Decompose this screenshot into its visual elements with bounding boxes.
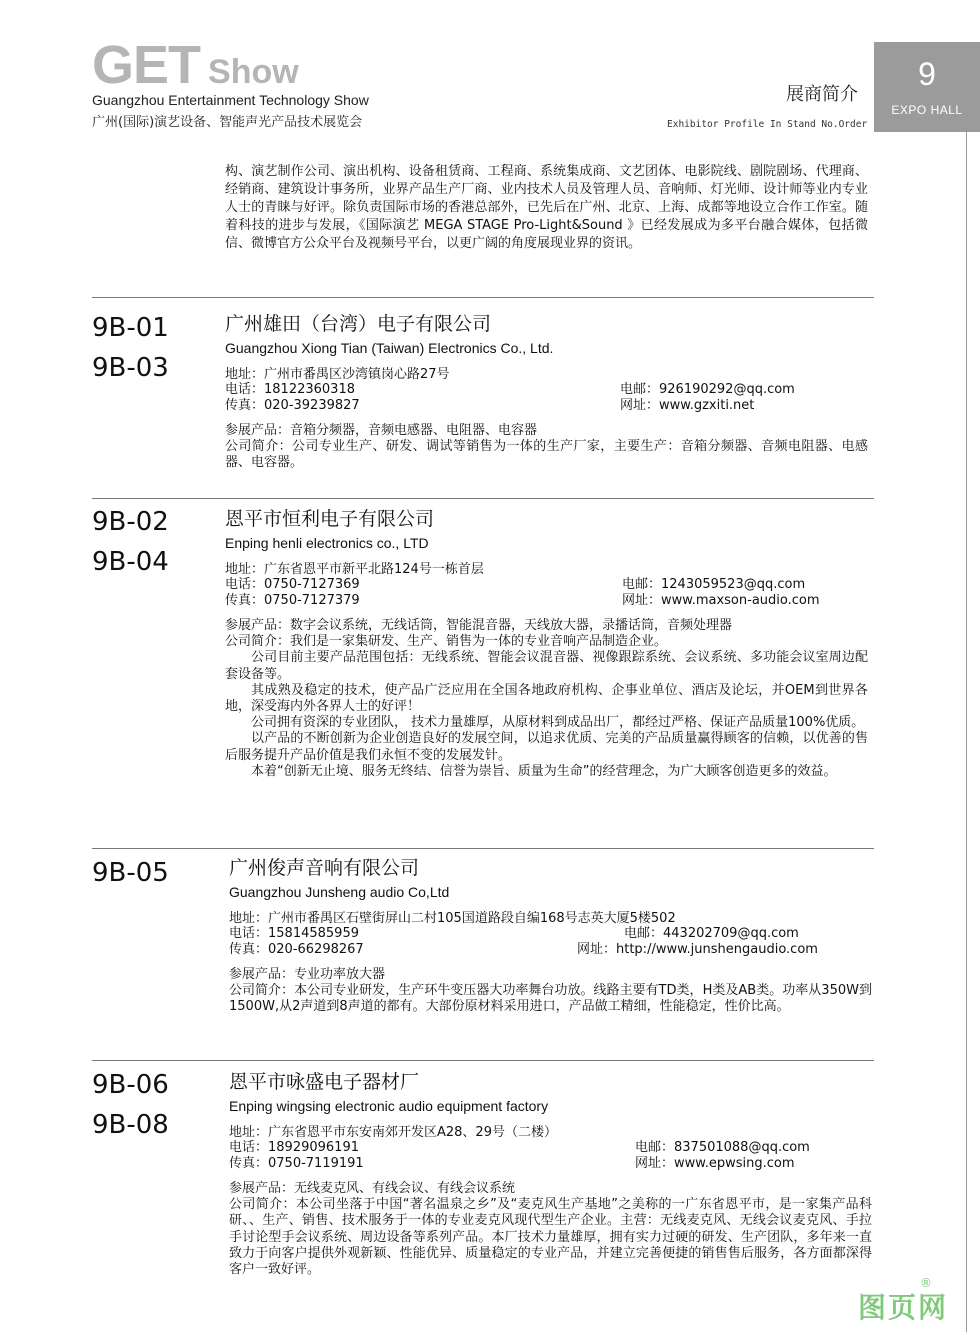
divider xyxy=(92,498,874,499)
email: 电邮：1243059523@qq.com xyxy=(622,577,806,592)
booth-numbers xyxy=(92,853,169,893)
booth-number: 9B-01 xyxy=(92,313,169,343)
booth-numbers xyxy=(92,1065,169,1145)
section-subtitle: Exhibitor Profile In Stand No.Order xyxy=(667,119,868,130)
booth-number: 9B-08 xyxy=(92,1110,169,1140)
email: 电邮：837501088@qq.com xyxy=(635,1140,810,1155)
address: 地址：广州市番禺区石壁街屏山二村105国道路段自编168号志英大厦5楼502 xyxy=(229,911,676,926)
intro-text: 构、演艺制作公司、演出机构、设备租赁商、工程商、系统集成商、文艺团体、电影院线、剧院剧场、代理商、经销商、建筑设计事务所，业界产品生产厂商、业内技术人员及管理人员、音响师、灯光师、设计师等业内专业人士的青睐与好评。除负责国际市场的香港总部外，已先后在广州、北京、上海、成都等地设立合作工作室。随着科技的进步与发展，《国际演艺 MEGA STAGE Pro-Light&Sound 》已经发展成为多平台融合媒体，包括微信、微博官方公众平台及视频号平台，以更广阔的角度展现业界的资讯。 xyxy=(225,164,868,251)
contact-block xyxy=(229,1125,872,1173)
phone: 电话：0750-7127369 xyxy=(225,577,360,592)
subtitle-cn: 广州(国际)演艺设备、智能声光产品技术展览会 xyxy=(92,115,363,130)
registered-mark: ® xyxy=(920,1276,932,1290)
divider xyxy=(92,1060,874,1061)
exhibit-products: 参展产品：无线麦克风、有线会议、有线会议系统 xyxy=(229,1181,516,1196)
email: 电邮：926190292@qq.com xyxy=(620,382,795,397)
divider xyxy=(92,297,874,298)
profile-text: 公司拥有资深的专业团队， 技术力量雄厚，从原材料到成品出厂，都经过严格、保证产品质量100%优质。 xyxy=(251,715,865,731)
booth-number: 9B-03 xyxy=(92,353,169,383)
company-description xyxy=(229,1181,872,1278)
company-name-en: Guangzhou Junsheng audio Co,Ltd xyxy=(229,884,450,900)
expo-logo xyxy=(92,35,299,95)
address: 地址：广州市番禺区沙湾镇岗心路27号 xyxy=(225,367,450,382)
company-name-cn: 恩平市咏盛电子器材厂 xyxy=(229,1071,420,1093)
phone: 电话：18929096191 xyxy=(229,1140,359,1155)
email: 电邮：443202709@qq.com xyxy=(624,926,799,941)
contact-block xyxy=(229,911,872,959)
profile-text: 以产品的不断创新为企业创造良好的发展空间，以追求优质、完美的产品质量赢得顾客的信赖，以优善的售后服务提升产品价值是我们永恒不变的发展发针。 xyxy=(225,731,868,763)
divider xyxy=(92,848,874,849)
company-description xyxy=(229,967,872,1016)
fax: 传真：0750-7119191 xyxy=(229,1156,364,1171)
profile-text: 公司简介：本公司专业研发，生产环牛变压器大功率舞台功放。线路主要有TD类，H类及AB类。功率从350W到1500W,从2声道到8声道的都有。大部份原材料采用进口，产品做工精细，性能稳定，性价比高。 xyxy=(229,983,872,1015)
booth-numbers xyxy=(92,502,169,582)
intro-paragraph xyxy=(225,163,868,253)
watermark-logo: 图页网 xyxy=(858,1291,949,1324)
contact-block xyxy=(225,562,868,610)
website: 网址：www.epwsing.com xyxy=(635,1156,795,1171)
booth-number: 9B-04 xyxy=(92,547,169,577)
phone: 电话：18122360318 xyxy=(225,382,355,397)
company-name-cn: 广州俊声音响有限公司 xyxy=(229,857,420,879)
phone: 电话：15814585959 xyxy=(229,926,359,941)
address: 地址：广东省恩平市东安南郊开发区A28、29号（二楼） xyxy=(229,1125,557,1140)
contact-block xyxy=(225,367,868,415)
address: 地址：广东省恩平市新平北路124号一栋首层 xyxy=(225,562,484,577)
company-name-en: Guangzhou Xiong Tian (Taiwan) Electronics Co., Ltd. xyxy=(225,340,554,356)
fax: 传真：0750-7127379 xyxy=(225,593,360,608)
profile-text: 公司目前主要产品范围包括：无线系统、智能会议混音器、视像跟踪系统、会议系统、多功能会议室周边配套设备等。 xyxy=(225,650,868,682)
fax: 传真：020-39239827 xyxy=(225,398,360,413)
right-margin-rule xyxy=(966,132,967,1332)
profile-text: 公司简介：公司专业生产、研发、调试等销售为一体的生产厂家，主要生产：音箱分频器、音频电阻器、电感器、电容器。 xyxy=(225,439,868,471)
website: 网址：www.gzxiti.net xyxy=(620,398,755,413)
company-name-cn: 广州雄田（台湾）电子有限公司 xyxy=(225,313,492,335)
profile-text: 公司简介：本公司坐落于中国“著名温泉之乡”及“麦克风生产基地”之美称的一广东省恩平市，是一家集产品科研、、生产、销售、技术服务于一体的专业麦克风现代型生产企业。主营：无线麦克风、无线会议麦克风、手拉手讨论型手会议系统、周边设备等系列产品。本厂技术力量雄厚，拥有实力过硬的研发、生产团队，多年来一直致力于向客户提供外观新颖、性能优异、质量稳定的专业产品，并建立完善便捷的销售售后服务，各方面都深得客户一致好评。 xyxy=(229,1197,872,1278)
exhibit-products: 参展产品：音箱分频器，音频电感器、电阻器、电容器 xyxy=(225,423,538,438)
page-number: 9 xyxy=(918,56,936,92)
exhibitor-entry xyxy=(229,1069,872,1278)
company-name-cn: 恩平市恒利电子有限公司 xyxy=(225,508,435,530)
subtitle-en: Guangzhou Entertainment Technology Show xyxy=(92,92,369,108)
fax: 传真：020-66298267 xyxy=(229,942,364,957)
exhibit-products: 参展产品：数字会议系统，无线话筒，智能混音器，天线放大器，录播话筒，音频处理器 xyxy=(225,618,733,633)
company-description xyxy=(225,423,868,472)
logo-get: GET xyxy=(92,35,201,95)
booth-numbers xyxy=(92,308,169,388)
company-name-en: Enping henli electronics co., LTD xyxy=(225,535,429,551)
company-description xyxy=(225,618,868,780)
company-name-en: Enping wingsing electronic audio equipment factory xyxy=(229,1098,549,1114)
section-title: 展商简介 xyxy=(786,84,858,105)
hall-label: EXPO HALL xyxy=(891,103,963,117)
booth-number: 9B-05 xyxy=(92,858,169,888)
booth-number: 9B-02 xyxy=(92,507,169,537)
exhibit-products: 参展产品：专业功率放大器 xyxy=(229,967,386,982)
website: 网址：www.maxson-audio.com xyxy=(622,593,820,608)
profile-text: 本着“创新无止境、服务无终结、信誉为崇旨、质量为生命”的经营理念，为广大顾客创造更多的效益。 xyxy=(251,763,837,779)
exhibitor-entry xyxy=(225,311,868,472)
page-number-box xyxy=(874,42,980,132)
profile-text: 其成熟及稳定的技术，使产品广泛应用在全国各地政府机构、企事业单位、酒店及论坛，并OEM到世界各地，深受海内外各界人士的好评！ xyxy=(225,682,868,715)
exhibitor-entry xyxy=(229,855,872,1016)
logo-show: Show xyxy=(208,53,299,91)
exhibitor-entry xyxy=(225,506,868,780)
booth-number: 9B-06 xyxy=(92,1070,169,1100)
website: 网址：http://www.junshengaudio.com xyxy=(577,942,818,957)
profile-text: 公司简介：我们是一家集研发、生产、销售为一体的专业音响产品制造企业。 xyxy=(225,634,668,650)
